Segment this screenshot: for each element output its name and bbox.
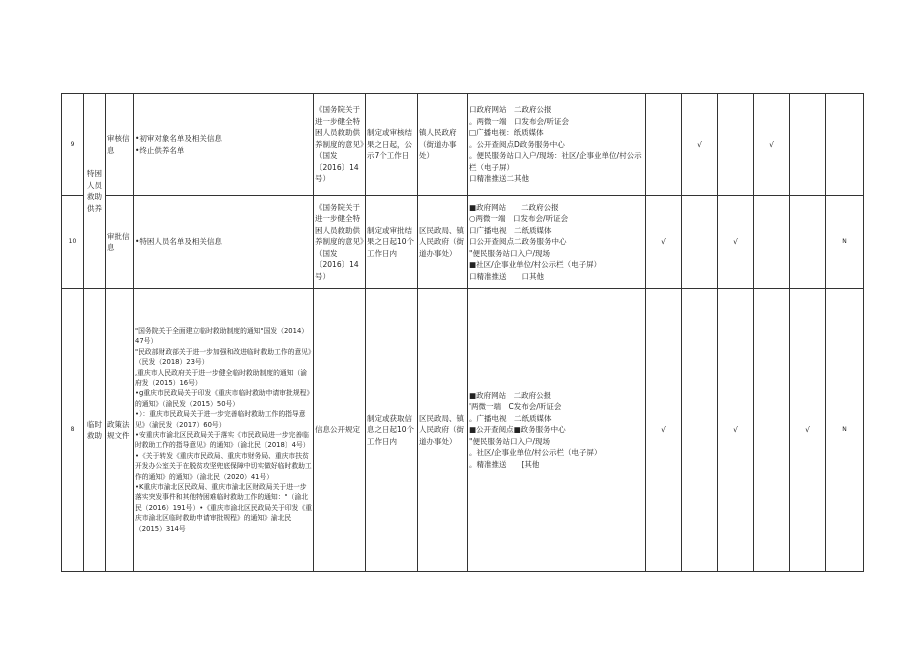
check-mark: √: [646, 289, 682, 572]
channels-cell: [468, 289, 646, 572]
channel-line: 。公开查阅点D政务服务中心: [469, 139, 565, 149]
check-mark: √: [790, 289, 826, 572]
check-mark: [682, 289, 718, 572]
check-mark: [790, 94, 826, 196]
channels-cell: [468, 196, 646, 289]
check-mark: [718, 94, 754, 196]
check-mark: [754, 196, 790, 289]
check-mark: N: [826, 289, 864, 572]
basis-cell: 《国务院关于进一步健全特困人员救助供养制度的意见》（国发〔2016〕14号）: [314, 94, 366, 196]
check-mark: √: [718, 289, 754, 572]
channel-line: ○两微一端 口发布会/听证会: [469, 214, 569, 224]
basis-line: ,重庆市人民政府关于进一步健全临时救助制度的通知（渝府发（2015）16号）: [135, 368, 308, 387]
seq-cell: 8: [62, 289, 84, 572]
check-mark: N: [826, 196, 864, 289]
channel-line: 。两微一端 口发布会/听证会: [469, 116, 570, 126]
channel-line: 口政府网站 二政府公报: [469, 105, 552, 115]
channel-line: 口精准推送二其他: [469, 174, 529, 184]
subject-cell: 镇人民政府（街道办事处）: [418, 94, 468, 196]
check-mark: √: [754, 94, 790, 196]
content-cell: [134, 196, 314, 289]
item-cell: 审核信息: [106, 94, 134, 196]
channel-line: ■公开查阅点■政务服务中心: [469, 425, 566, 435]
table-row: [62, 94, 864, 196]
basis-list-cell: [134, 289, 314, 572]
check-mark: √: [646, 196, 682, 289]
content-cell: 信息公开规定: [314, 289, 366, 572]
category-cell: 特困人员救助供养: [84, 94, 106, 289]
table-row: [62, 289, 864, 572]
channel-line: 。便民服务站口入户/现场：社区/企事业单位/村公示栏（电子屏）: [469, 151, 642, 172]
item-cell: 政策法规文件: [106, 289, 134, 572]
basis-line: •g重庆市民政局关于印发《重庆市临时救助申请审批规程》的通知》（渝民发（2015）50号）: [135, 389, 310, 408]
basis-line: •安重庆市渝北区民政局关于落实《市民政局进一步完善临时救助工作的指导意见》的通知》（渝北民〔2018〕4号）: [135, 431, 310, 450]
subject-cell: 区民政局、镇人民政府（街道办事处）: [418, 196, 468, 289]
table-row: [62, 196, 864, 289]
check-mark: [826, 94, 864, 196]
basis-line: "民政部财政部关于进一步加强和改进临时救助工作的意见》（民发（2018）23号）: [135, 347, 312, 367]
seq-cell: 9: [62, 94, 84, 196]
check-mark: [790, 196, 826, 289]
channel-line: ■政府网站 二政府公报: [469, 390, 552, 400]
channel-line: 。精准推送 [其他: [469, 459, 540, 469]
channel-line: ■政府网站 二政府公报: [469, 202, 559, 212]
basis-line: •K重庆市渝北区民政局、重庆市渝北区财政局关于进一步落实突发事件和其他特困难临时救助工作的通知："（渝北民（2016）191号）•《重庆市渝北区民政局关于印发《重庆市渝北区临时救助申请审批规程》的通知》渝北民（2015）314号: [135, 483, 313, 533]
check-mark: √: [718, 196, 754, 289]
content-line: •特困人员名单及相关信息: [135, 237, 222, 247]
channel-line: 。社区/企事业单位/村公示栏（电子屏）: [469, 448, 602, 458]
time-cell: 制定或获取信息之日起10个工作日内: [366, 289, 418, 572]
basis-line: "国务院关于全面建立临时救助制度的通知"国发（2014）47号）: [135, 326, 309, 346]
channel-line: "便民服务站口入户/现场: [469, 248, 550, 258]
category-cell: 临时救助: [84, 289, 106, 572]
channel-line: ■社区/企事业单位/村公示栏（电子屏）: [469, 260, 602, 270]
basis-cell: 《国务院关于进一步健全特困人员救助供养制度的意见》（国发〔2016〕14号）: [314, 196, 366, 289]
subject-cell: 区民政局、镇人民政府（街道办事处）: [418, 289, 468, 572]
channel-line: '两微一端 C发布会/听证会: [469, 402, 562, 412]
item-cell: 审批信息: [106, 196, 134, 289]
channel-line: 口公开查阅点二政务服务中心: [469, 237, 567, 247]
time-cell: 制定或审批结果之日起10个工作日内: [366, 196, 418, 289]
content-cell: [134, 94, 314, 196]
seq-cell: 10: [62, 196, 84, 289]
content-line: •初审对象名单及相关信息: [135, 134, 222, 143]
check-mark: √: [682, 94, 718, 196]
channel-line: 口精准推送 口其他: [469, 271, 544, 281]
disclosure-table: [61, 93, 864, 572]
basis-line: •）：重庆市民政局关于进一步完善临时救助工作的指导意见》（渝民发（2017）60号）: [135, 410, 306, 429]
channel-line: □广播电视：纸质媒体: [469, 128, 544, 138]
channel-line: 口广播电视 二纸质媒体: [469, 225, 552, 235]
basis-line: •《关于转发《重庆市民政局、重庆市财务局、重庆市扶贫开发办公室关于在脱贫攻坚兜底保障中切实做好临时救助工作的通知》的通知》（渝北民（2020）41号）: [135, 451, 312, 481]
check-mark: [646, 94, 682, 196]
time-cell: 制定或审核结果之日起，公示7个工作日: [366, 94, 418, 196]
channels-cell: [468, 94, 646, 196]
check-mark: [754, 289, 790, 572]
channel-line: "便民服务站口入户/现场: [469, 436, 550, 446]
check-mark: [682, 196, 718, 289]
channel-line: 。广播电视 二纸质媒体: [469, 413, 552, 423]
content-line: •终止供养名单: [135, 145, 185, 155]
